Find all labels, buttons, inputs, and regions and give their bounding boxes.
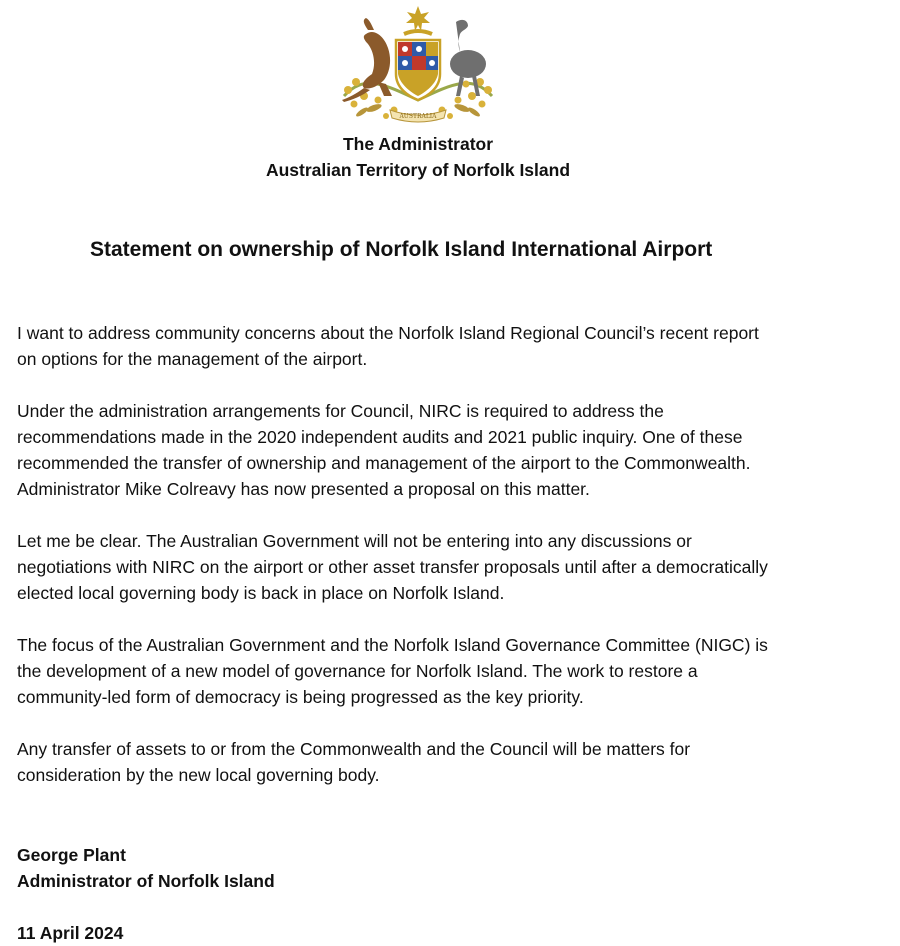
paragraph-line: The focus of the Australian Government and the Norfolk Island Governance Committee (NIGC) is: [17, 635, 768, 655]
motto-scroll: [390, 110, 446, 122]
paragraph-line: I want to address community concerns about the Norfolk Island Regional Council’s recent report: [17, 323, 759, 343]
paragraph-line: Let me be clear. The Australian Government will not be entering into any discussions or: [17, 531, 692, 551]
paragraph-line: negotiations with NIRC on the airport or other asset transfer proposals until after a democratically: [17, 557, 768, 577]
paragraph-line: recommendations made in the 2020 independent audits and 2021 public inquiry. One of these: [17, 427, 743, 447]
paragraph-line: the development of a new model of governance for Norfolk Island. The work to restore a: [17, 661, 698, 681]
paragraph-line: consideration by the new local governing body.: [17, 765, 380, 785]
paragraph-2: [17, 398, 887, 502]
paragraph-5: [17, 736, 887, 788]
signatory-name: George Plant: [17, 845, 126, 865]
paragraph-line: on options for the management of the airport.: [17, 349, 368, 369]
paragraph-line: Under the administration arrangements for Council, NIRC is required to address the: [17, 401, 664, 421]
paragraph-1: [17, 320, 887, 372]
statement-date: 11 April 2024: [17, 923, 124, 943]
motto-text: AUSTRALIA: [399, 113, 437, 120]
paragraph-line: Administrator Mike Colreavy has now presented a proposal on this matter.: [17, 479, 590, 499]
office-title: The Administrator: [342, 134, 494, 154]
signatory-role: Administrator of Norfolk Island: [17, 871, 275, 891]
paragraph-line: elected local governing body is back in place on Norfolk Island.: [17, 583, 505, 603]
coat-of-arms-icon: [334, 4, 502, 128]
statement-title: Statement on ownership of Norfolk Island International Airport: [90, 238, 713, 261]
paragraph-line: community-led form of democracy is being progressed as the key priority.: [17, 687, 584, 707]
federation-star-icon: [406, 6, 430, 31]
paragraph-line: Any transfer of assets to or from the Commonwealth and the Council will be matters for: [17, 739, 691, 759]
paragraph-4: [17, 632, 887, 710]
paragraph-3: [17, 528, 887, 606]
paragraph-line: recommended the transfer of ownership and management of the airport to the Commonwealth.: [17, 453, 751, 473]
office-territory: Australian Territory of Norfolk Island: [265, 160, 571, 180]
shield-icon: [396, 40, 440, 100]
